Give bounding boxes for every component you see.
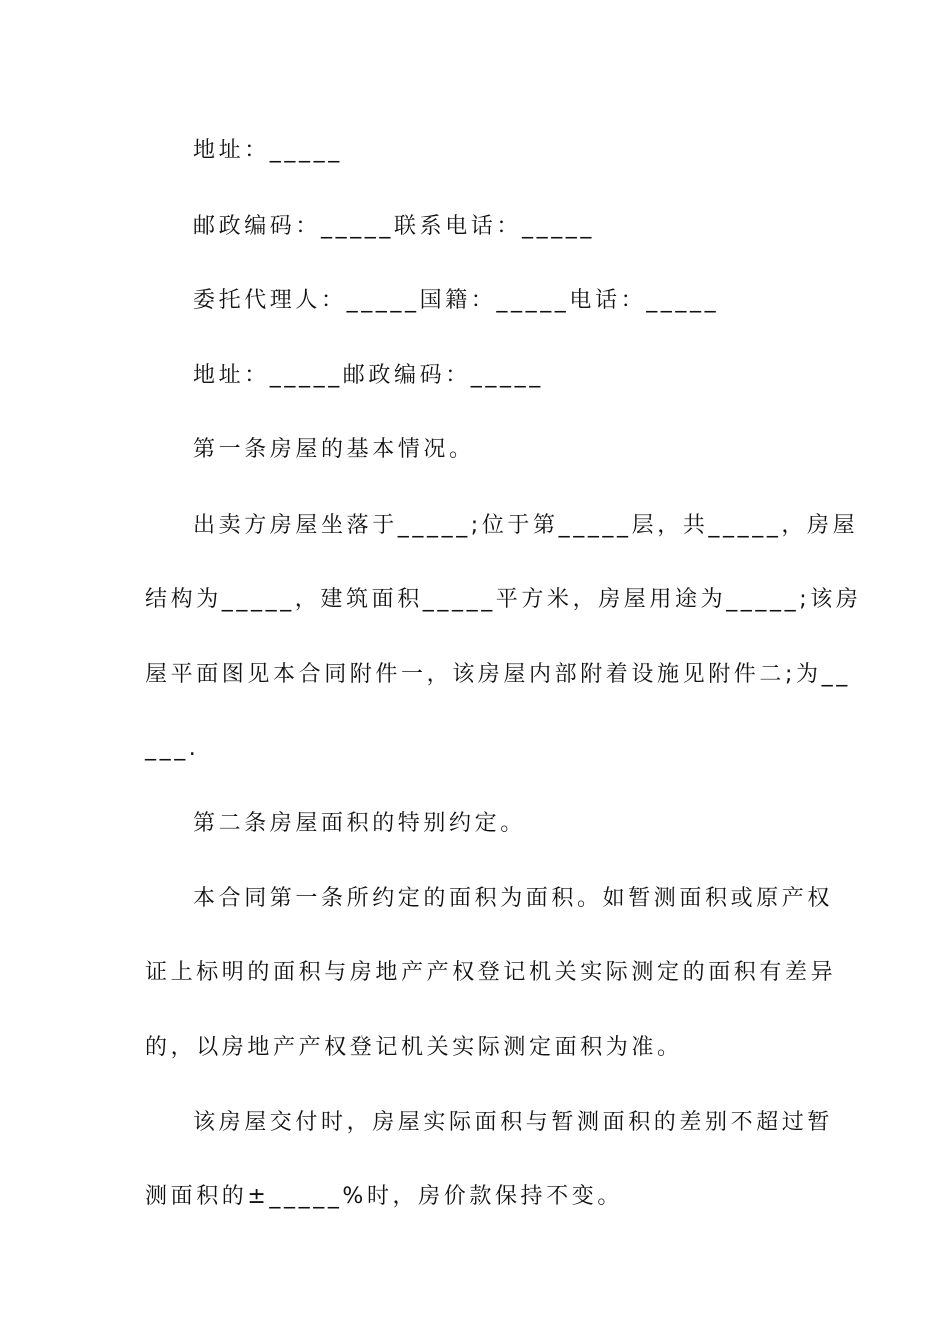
- article-two-paragraph-1-line-1: 本合同第一条所约定的面积为面积。如暂测面积或原产权: [193, 886, 834, 911]
- article-two-paragraph-1-line-2: 证上标明的面积与房地产产权登记机关实际测定的面积有差异: [145, 960, 837, 985]
- article-one-paragraph-line-2: 结构为_____，建筑面积_____平方米，房屋用途为_____;该房: [145, 587, 862, 612]
- agent-nationality-phone-line: 委托代理人：_____国籍：_____电话：_____: [193, 288, 720, 313]
- seller-address-line: 地址：_____: [193, 138, 343, 163]
- article-two-paragraph-2-line-2: 测面积的±_____%时，房价款保持不变。: [145, 1184, 623, 1209]
- agent-address-postcode-line: 地址：_____邮政编码：_____: [193, 363, 544, 388]
- article-one-paragraph-line-3: 屋平面图见本合同附件一，该房屋内部附着设施见附件二;为__: [145, 662, 851, 687]
- article-two-heading: 第二条房屋面积的特别约定。: [193, 811, 526, 836]
- seller-postcode-phone-line: 邮政编码：_____联系电话：_____: [193, 214, 596, 239]
- article-one-paragraph-line-4: ___.: [145, 736, 200, 761]
- article-two-paragraph-2-line-1: 该房屋交付时，房屋实际面积与暂测面积的差别不超过暂: [193, 1110, 834, 1135]
- article-two-paragraph-1-line-3: 的，以房地产产权登记机关实际测定面积为准。: [145, 1035, 683, 1060]
- article-one-paragraph-line-1: 出卖方房屋坐落于_____;位于第_____层，共_____，房屋: [193, 513, 859, 538]
- article-one-heading: 第一条房屋的基本情况。: [193, 437, 475, 462]
